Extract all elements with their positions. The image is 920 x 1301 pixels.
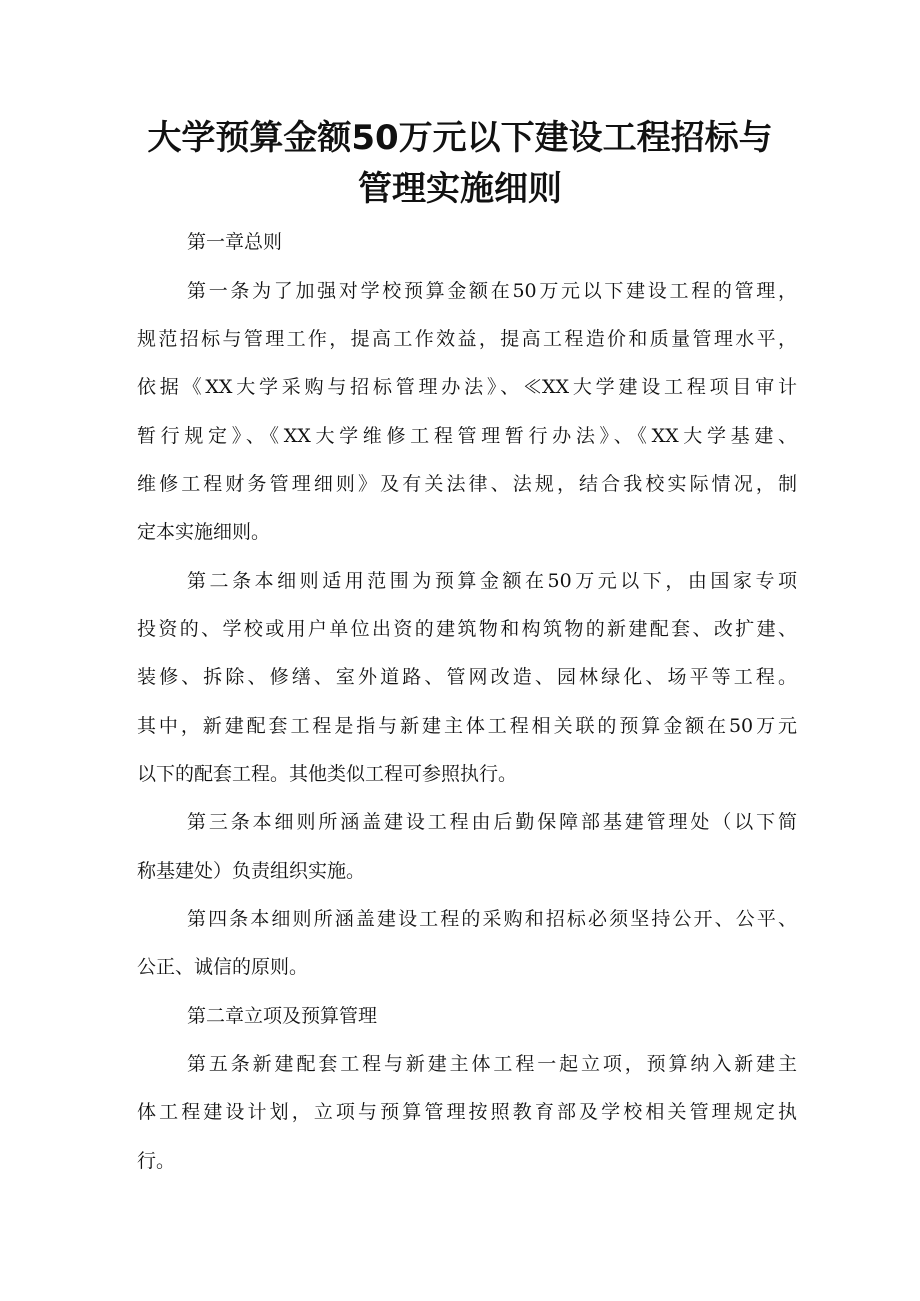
article-1-line-1: 第一条为了加强对学校预算金额在50万元以下建设工程的管理，	[187, 280, 797, 302]
document-title-line-1: 大学预算金额50万元以下建设工程招标与	[147, 118, 773, 158]
article-3-line-1: 第三条本细则所涵盖建设工程由后勤保障部基建管理处（以下简	[187, 811, 797, 833]
article-1-line-4: 暂行规定》、《XX大学维修工程管理暂行办法》、《XX大学基建、	[137, 425, 797, 447]
document-title-line-2: 管理实施细则	[358, 169, 562, 209]
article-2-line-1: 第二条本细则适用范围为预算金额在50万元以下，由国家专项	[187, 570, 797, 592]
chapter-heading-general: 第一章总则	[187, 231, 283, 253]
article-5-line-1: 第五条新建配套工程与新建主体工程一起立项，预算纳入新建主	[187, 1053, 797, 1075]
article-1-line-6: 定本实施细则。	[137, 521, 271, 543]
article-2-line-2: 投资的、学校或用户单位出资的建筑物和构筑物的新建配套、改扩建、	[137, 618, 797, 640]
article-4-line-1: 第四条本细则所涵盖建设工程的采购和招标必须坚持公开、公平、	[187, 908, 797, 930]
article-5-line-2: 体工程建设计划，立项与预算管理按照教育部及学校相关管理规定执	[137, 1101, 797, 1123]
article-1-line-3: 依据《XX大学采购与招标管理办法》、≪XX大学建设工程项目审计	[137, 376, 797, 398]
article-2-line-5: 以下的配套工程。其他类似工程可参照执行。	[137, 763, 518, 785]
article-1-line-2: 规范招标与管理工作，提高工作效益，提高工程造价和质量管理水平，	[137, 328, 797, 350]
article-1-line-5: 维修工程财务管理细则》及有关法律、法规，结合我校实际情况，制	[137, 473, 797, 495]
article-5-line-3: 行。	[137, 1150, 176, 1172]
article-2-line-4: 其中，新建配套工程是指与新建主体工程相关联的预算金额在50万元	[137, 715, 797, 737]
article-3-line-2: 称基建处）负责组织实施。	[137, 860, 366, 882]
chapter-heading-project-budget: 第二章立项及预算管理	[187, 1005, 378, 1027]
article-4-line-2: 公正、诚信的原则。	[137, 956, 309, 978]
article-2-line-3: 装修、拆除、修缮、室外道路、管网改造、园林绿化、场平等工程。	[137, 666, 797, 688]
